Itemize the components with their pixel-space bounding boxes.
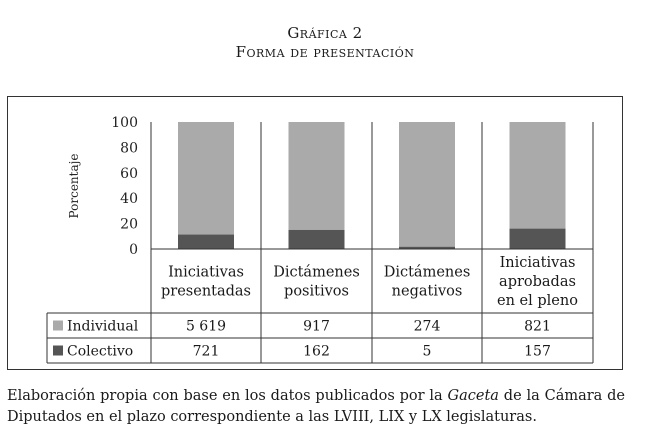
y-tick-label: 20 (120, 216, 138, 233)
bar-segment-individual (178, 122, 234, 235)
table-cell-colectivo: 162 (303, 343, 330, 360)
category-label: Dictámenes negativos (383, 264, 471, 300)
category-label: Dictámenes positivos (273, 264, 360, 300)
source-note (7, 386, 625, 428)
y-tick-label: 0 (129, 242, 138, 258)
y-tick-label: 40 (120, 191, 138, 208)
table-cell-colectivo: 157 (524, 343, 551, 360)
y-tick-label: 60 (120, 165, 138, 182)
bar-segment-individual (289, 122, 345, 230)
y-tick-label: 80 (120, 140, 138, 157)
table-cell-individual: 917 (303, 318, 330, 335)
legend-swatch-colectivo (53, 346, 63, 356)
bar-segment-individual (510, 122, 566, 229)
legend-label-colectivo: Colectivo (67, 343, 134, 360)
category-label: Iniciativas presentadas (161, 264, 251, 300)
chart-frame (7, 96, 623, 370)
bar-segment-colectivo (178, 235, 234, 249)
bar-segment-colectivo (510, 229, 566, 249)
legend-swatch-individual (53, 321, 63, 331)
y-tick-label: 100 (111, 115, 138, 131)
table-cell-colectivo: 721 (192, 343, 220, 360)
bar-segment-individual (399, 122, 455, 247)
source-text-start: Elaboración propia con base en los datos publicados por la (7, 388, 448, 404)
category-label: Iniciativas aprobadas en el pleno (497, 255, 578, 309)
table-cell-individual: 821 (524, 318, 551, 335)
legend-label-individual: Individual (67, 318, 139, 335)
source-italic: Gaceta (447, 388, 499, 404)
figure-title: Forma de presentación (235, 43, 415, 61)
y-axis-label: Porcentaje (67, 153, 81, 219)
source-text-end: de la Cámara de Diputados en el plazo correspondiente a las LVIII, LIX y LX legislaturas. (7, 388, 626, 425)
bar-segment-colectivo (289, 230, 345, 249)
figure-label: Gráfica 2 (287, 24, 363, 42)
table-cell-colectivo: 5 (422, 343, 432, 360)
stacked-bar-chart (8, 97, 624, 371)
table-cell-individual: 274 (413, 318, 441, 335)
table-cell-individual: 5 619 (185, 318, 227, 335)
